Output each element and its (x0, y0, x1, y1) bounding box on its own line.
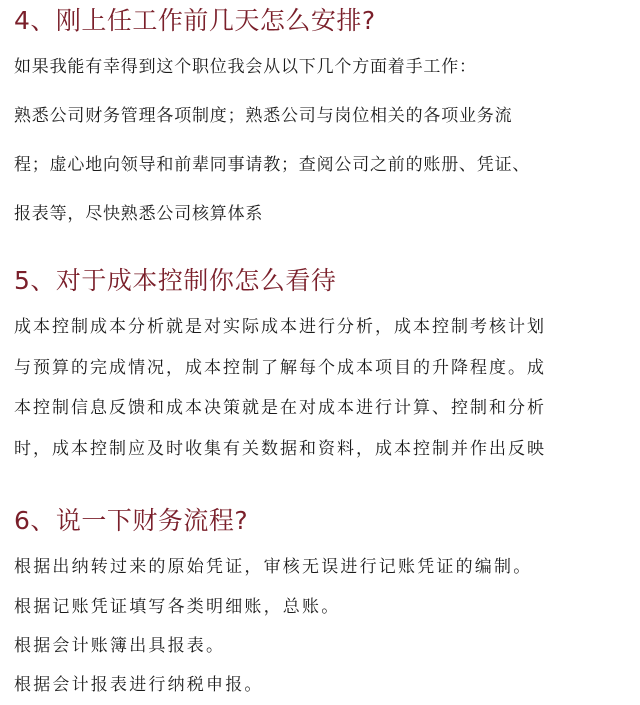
section-4-line-4: 报表等，尽快熟悉公司核算体系 (14, 204, 264, 224)
section-6-line-1: 根据出纳转过来的原始凭证，审核无误进行记账凭证的编制。 (14, 557, 533, 577)
section-6-line-4: 根据会计报表进行纳税申报。 (14, 675, 264, 695)
section-4-heading: 4、刚上任工作前几天怎么安排? (14, 6, 376, 35)
section-5-line-2: 与预算的完成情况，成本控制了解每个成本项目的升降程度。成 (14, 358, 546, 378)
section-5-line-3: 本控制信息反馈和成本决策就是在对成本进行计算、控制和分析 (14, 398, 546, 418)
section-6-heading: 6、说一下财务流程? (14, 506, 249, 535)
section-6-line-3: 根据会计账簿出具报表。 (14, 636, 226, 656)
section-4-line-2: 熟悉公司财务管理各项制度；熟悉公司与岗位相关的各项业务流 (14, 106, 513, 126)
section-4-line-3: 程；虚心地向领导和前辈同事请教；查阅公司之前的账册、凭证、 (14, 155, 531, 175)
section-5-line-4: 时，成本控制应及时收集有关数据和资料，成本控制并作出反映 (14, 439, 546, 459)
section-6-line-2: 根据记账凭证填写各类明细账，总账。 (14, 597, 341, 617)
section-4-line-1: 如果我能有幸得到这个职位我会从以下几个方面着手工作： (14, 57, 477, 77)
section-5-heading: 5、对于成本控制你怎么看待 (14, 266, 337, 295)
section-5-line-1: 成本控制成本分析就是对实际成本进行分析，成本控制考核计划 (14, 317, 546, 337)
